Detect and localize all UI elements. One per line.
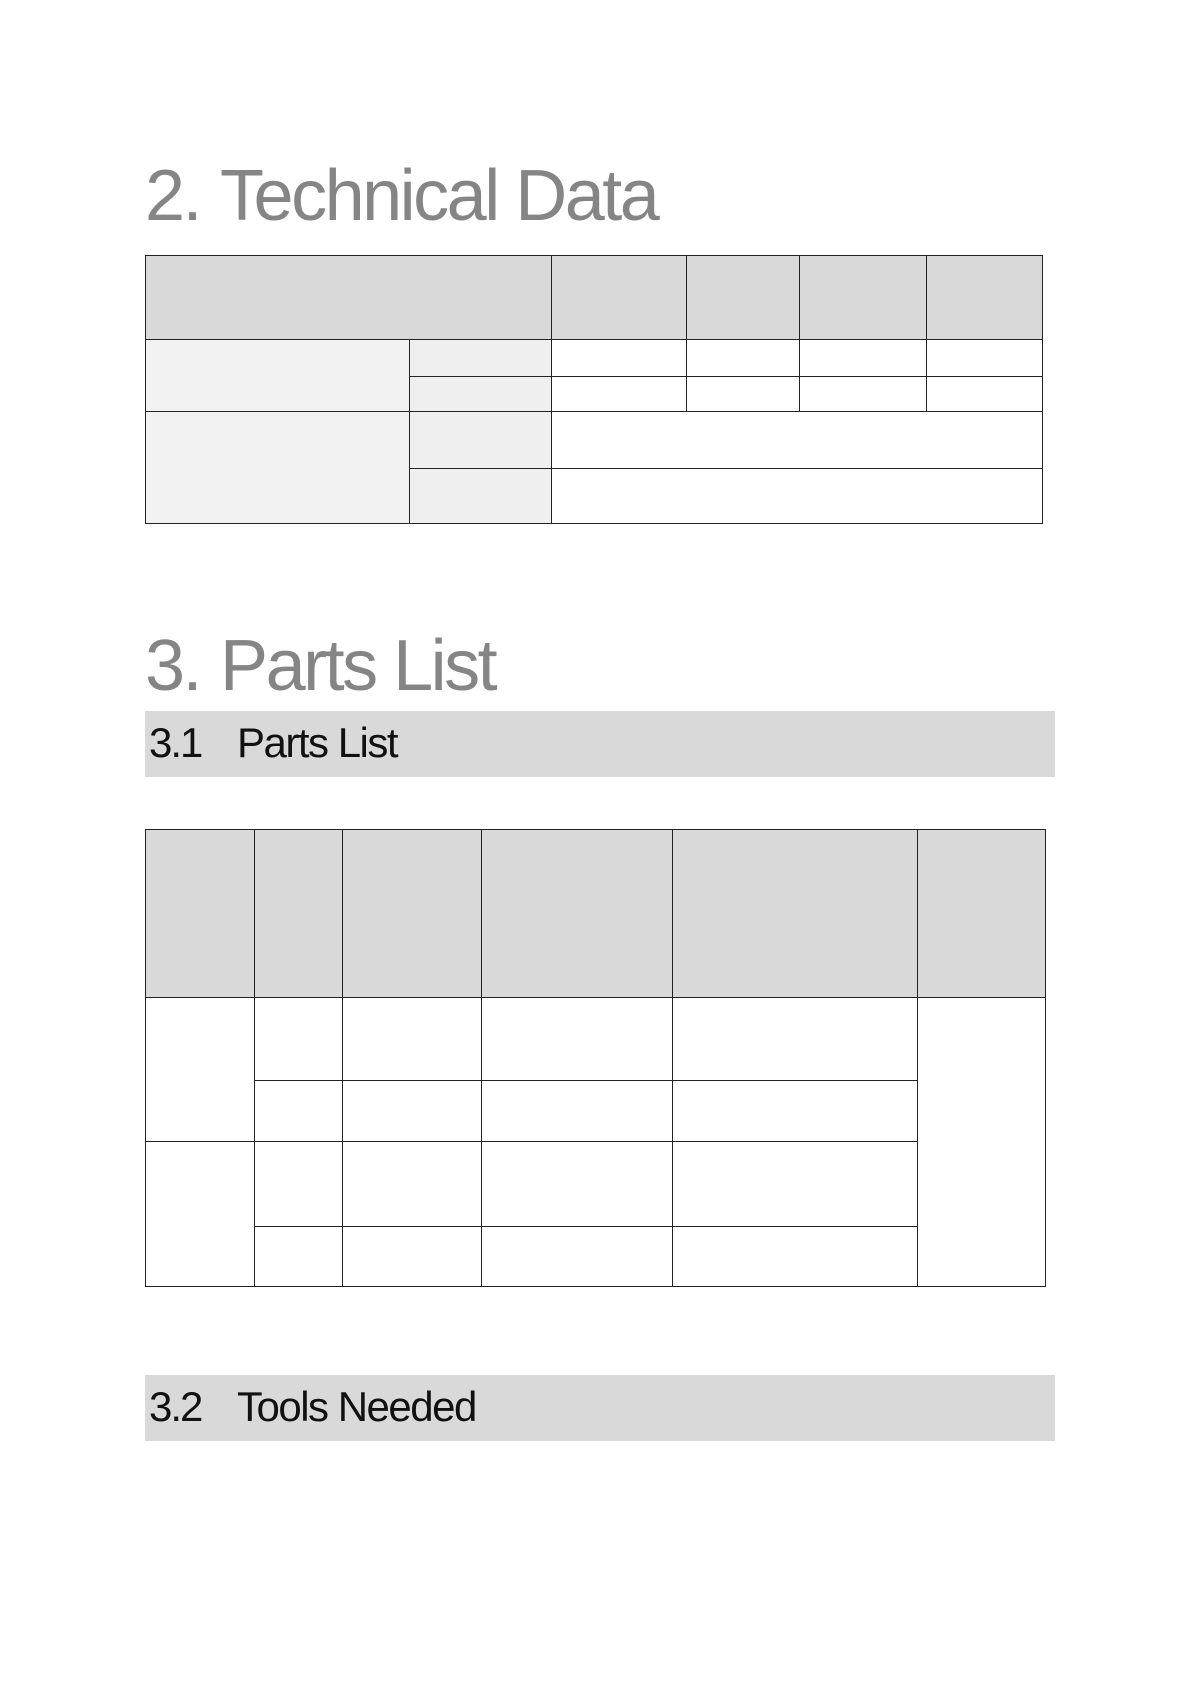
table-cell bbox=[255, 1081, 343, 1142]
header-cell bbox=[146, 256, 552, 340]
subsection-bar-tools-needed bbox=[145, 1375, 1055, 1441]
table-cell bbox=[343, 1081, 482, 1142]
header-cell bbox=[673, 830, 918, 998]
table-cell bbox=[482, 998, 673, 1081]
parts-list-number: 3. bbox=[145, 626, 201, 706]
technical-data-number: 2. bbox=[145, 156, 201, 236]
table-cell bbox=[482, 1142, 673, 1227]
table-cell bbox=[673, 998, 918, 1081]
table-cell bbox=[482, 1081, 673, 1142]
header-cell bbox=[255, 830, 343, 998]
value-cell-wide bbox=[552, 412, 1043, 469]
table-header-row bbox=[146, 830, 1046, 998]
subsection-title: Tools Needed bbox=[237, 1383, 476, 1430]
table-row bbox=[146, 1142, 1046, 1227]
value-cell bbox=[927, 377, 1043, 412]
parts-list-title: Parts List bbox=[220, 626, 496, 706]
header-cell bbox=[146, 830, 255, 998]
table-cell bbox=[343, 998, 482, 1081]
value-cell bbox=[552, 377, 687, 412]
row-label-cell bbox=[146, 340, 410, 412]
value-cell bbox=[927, 340, 1043, 377]
sub-label-cell bbox=[410, 340, 552, 377]
table-cell bbox=[255, 1227, 343, 1287]
technical-data-table bbox=[145, 255, 1043, 524]
subsection-number: 3.2 bbox=[149, 1383, 202, 1430]
technical-data-title: Technical Data bbox=[220, 156, 658, 236]
parts-list-table bbox=[145, 829, 1046, 1287]
group-cell bbox=[146, 998, 255, 1142]
header-cell bbox=[918, 830, 1046, 998]
value-cell-wide bbox=[552, 469, 1043, 524]
row-label-cell bbox=[146, 412, 410, 524]
value-cell bbox=[800, 340, 927, 377]
sub-label-cell bbox=[410, 412, 552, 469]
header-cell bbox=[927, 256, 1043, 340]
table-header-row bbox=[146, 256, 1043, 340]
subsection-title: Parts List bbox=[237, 719, 398, 766]
header-cell bbox=[552, 256, 687, 340]
value-cell bbox=[687, 340, 800, 377]
group-cell bbox=[146, 1142, 255, 1287]
table-row bbox=[146, 340, 1043, 377]
header-cell bbox=[482, 830, 673, 998]
table-cell bbox=[255, 1142, 343, 1227]
header-cell bbox=[800, 256, 927, 340]
technical-data-heading bbox=[145, 156, 658, 236]
subsection-number: 3.1 bbox=[149, 719, 202, 766]
header-cell bbox=[687, 256, 800, 340]
sub-label-cell bbox=[410, 469, 552, 524]
table-cell bbox=[673, 1081, 918, 1142]
table-cell bbox=[673, 1227, 918, 1287]
value-cell bbox=[800, 377, 927, 412]
table-row bbox=[146, 998, 1046, 1081]
table-cell bbox=[255, 998, 343, 1081]
table-row bbox=[146, 412, 1043, 469]
table-row bbox=[146, 1227, 1046, 1287]
value-cell bbox=[687, 377, 800, 412]
sub-label-cell bbox=[410, 377, 552, 412]
side-cell bbox=[918, 998, 1046, 1287]
table-cell bbox=[673, 1142, 918, 1227]
table-cell bbox=[343, 1142, 482, 1227]
header-cell bbox=[343, 830, 482, 998]
table-cell bbox=[343, 1227, 482, 1287]
parts-list-heading bbox=[145, 626, 496, 706]
value-cell bbox=[552, 340, 687, 377]
table-cell bbox=[482, 1227, 673, 1287]
subsection-bar-parts-list bbox=[145, 711, 1055, 777]
table-row bbox=[146, 1081, 1046, 1142]
